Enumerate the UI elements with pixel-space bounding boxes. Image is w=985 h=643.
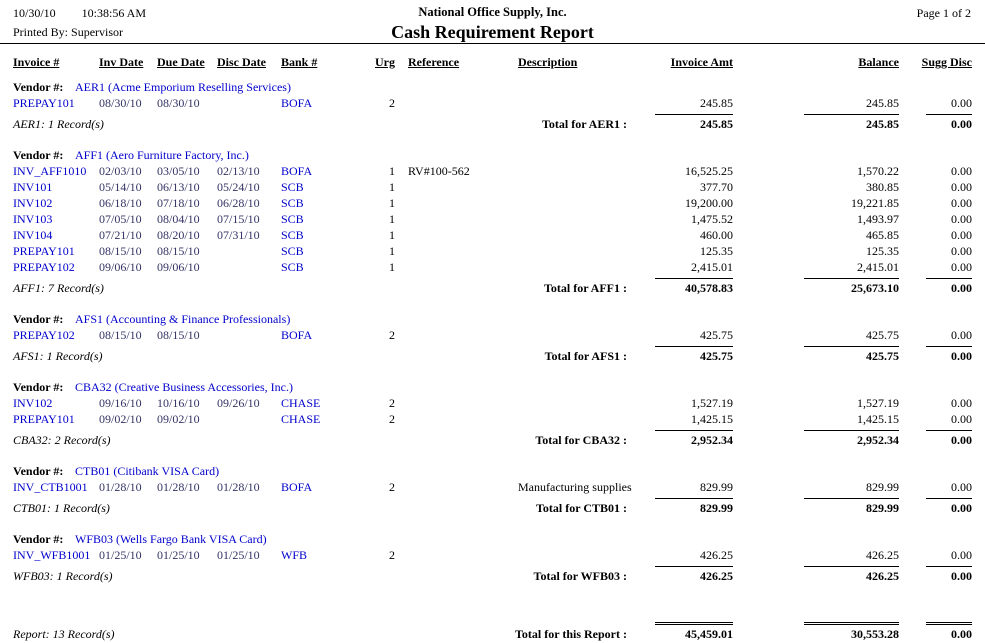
disc-date (217, 327, 281, 343)
urgency: 1 (389, 196, 395, 210)
balance: 2,415.01 (857, 260, 899, 274)
vendor-total-label: Total for AFS1 : (544, 349, 627, 363)
spacer-row (13, 517, 972, 527)
description (501, 547, 629, 563)
vendor-link[interactable]: AFS1 (Accounting & Finance Professionals) (75, 312, 291, 326)
invoice-row (13, 179, 972, 195)
balance: 19,221.85 (851, 196, 899, 210)
vendor-total-sugg-disc: 0.00 (926, 346, 972, 363)
due-date: 01/28/10 (157, 480, 200, 494)
disc-date (217, 243, 281, 259)
urgency: 1 (389, 212, 395, 226)
bank-link[interactable]: SCB (281, 228, 304, 242)
vendor-total-sugg-disc: 0.00 (926, 498, 972, 515)
vendor-total-balance: 245.85 (804, 114, 899, 131)
bank-link[interactable]: BOFA (281, 96, 313, 110)
bank-link[interactable]: WFB (281, 548, 308, 562)
inv-date: 07/05/10 (99, 212, 142, 226)
report-title-block (0, 5, 985, 43)
balance: 1,570.22 (857, 164, 899, 178)
vendor-total-balance: 25,673.10 (804, 278, 899, 295)
col-header-due-date (157, 54, 217, 75)
vendor-total-invoice-amt: 2,952.34 (655, 430, 733, 447)
invoice-amt: 2,415.01 (691, 260, 733, 274)
invoice-row (13, 211, 972, 227)
report-total-balance: 30,553.28 (804, 622, 899, 641)
spacer-row (13, 133, 972, 143)
invoice-row (13, 243, 972, 259)
vendor-total-invoice-amt: 425.75 (655, 346, 733, 363)
inv-date: 02/03/10 (99, 164, 142, 178)
reference (395, 227, 501, 243)
vendor-total-label: Total for CBA32 : (535, 433, 627, 447)
invoice-row (13, 95, 972, 111)
vendor-total-invoice-amt: 426.25 (655, 566, 733, 583)
vendor-total-invoice-amt: 40,578.83 (655, 278, 733, 295)
bank-link[interactable]: BOFA (281, 480, 313, 494)
disc-date: 05/24/10 (217, 180, 260, 194)
due-date: 08/15/10 (157, 328, 200, 342)
vendor-total-row (13, 427, 972, 449)
description (501, 259, 629, 275)
company-name: National Office Supply, Inc. (418, 5, 567, 19)
invoice-amt: 377.70 (700, 180, 733, 194)
bank-link[interactable]: SCB (281, 244, 304, 258)
invoice-number-link[interactable]: PREPAY101 (13, 96, 75, 110)
invoice-row (13, 479, 972, 495)
report-body (0, 44, 985, 643)
invoice-number-link[interactable]: INV_CTB1001 (13, 480, 88, 494)
due-date: 01/25/10 (157, 548, 200, 562)
invoice-row (13, 327, 972, 343)
inv-date: 05/14/10 (99, 180, 142, 194)
spacer-row (13, 585, 972, 595)
vendor-total-balance: 425.75 (804, 346, 899, 363)
vendor-total-row (13, 343, 972, 365)
vendor-number-label: Vendor #: (13, 464, 64, 478)
bank-link[interactable]: CHASE (281, 396, 321, 410)
bank-link[interactable]: SCB (281, 196, 304, 210)
vendor-number-label: Vendor #: (13, 380, 64, 394)
vendor-link[interactable]: AFF1 (Aero Furniture Factory, Inc.) (75, 148, 249, 162)
vendor-header-cell (13, 307, 972, 327)
disc-date: 01/25/10 (217, 548, 260, 562)
record-count: CBA32: 2 Record(s) (13, 433, 111, 447)
due-date: 08/30/10 (157, 96, 200, 110)
col-header-label: Bank # (281, 55, 318, 69)
vendor-header-row (13, 75, 972, 95)
due-date: 06/13/10 (157, 180, 200, 194)
balance: 125.35 (866, 244, 899, 258)
report-table (13, 54, 972, 643)
vendor-total-row (13, 563, 972, 585)
sugg-disc: 0.00 (951, 396, 972, 410)
page-number: Page 1 of 2 (916, 6, 971, 20)
reference (395, 395, 501, 411)
urgency: 1 (389, 164, 395, 178)
bank-link[interactable]: SCB (281, 180, 304, 194)
vendor-total-sugg-disc: 0.00 (926, 278, 972, 295)
vendor-header-row (13, 143, 972, 163)
spacer-row (13, 595, 972, 619)
due-date: 07/18/10 (157, 196, 200, 210)
record-count: AFS1: 1 Record(s) (13, 349, 103, 363)
spacer-row (13, 449, 972, 459)
record-count: AER1: 1 Record(s) (13, 117, 104, 131)
reference (395, 327, 501, 343)
report-header (0, 0, 985, 44)
inv-date: 01/28/10 (99, 480, 142, 494)
report-total-row (13, 619, 972, 643)
urgency: 1 (389, 260, 395, 274)
vendor-total-balance: 829.99 (804, 498, 899, 515)
description (501, 327, 629, 343)
disc-date: 06/28/10 (217, 196, 260, 210)
description (501, 211, 629, 227)
description (501, 411, 629, 427)
vendor-header-cell (13, 143, 972, 163)
disc-date: 01/28/10 (217, 480, 260, 494)
vendor-number-label: Vendor #: (13, 532, 64, 546)
sugg-disc: 0.00 (951, 164, 972, 178)
disc-date: 07/31/10 (217, 228, 260, 242)
description (501, 395, 629, 411)
urgency: 2 (389, 412, 395, 426)
due-date: 08/20/10 (157, 228, 200, 242)
disc-date (217, 95, 281, 111)
col-header-label: Reference (408, 55, 460, 69)
invoice-number-link[interactable]: INV_AFF1010 (13, 164, 87, 178)
sugg-disc: 0.00 (951, 412, 972, 426)
vendor-total-invoice-amt: 245.85 (655, 114, 733, 131)
disc-date: 07/15/10 (217, 212, 260, 226)
col-header-reference (395, 54, 501, 75)
vendor-link[interactable]: CTB01 (Citibank VISA Card) (75, 464, 220, 478)
vendor-header-cell (13, 459, 972, 479)
reference: RV#100-562 (408, 164, 470, 178)
col-header-label: Balance (858, 55, 899, 69)
inv-date: 06/18/10 (99, 196, 142, 210)
vendor-total-balance: 2,952.34 (804, 430, 899, 447)
invoice-number-link[interactable]: PREPAY102 (13, 260, 75, 274)
urgency: 1 (389, 244, 395, 258)
col-header-invoice-number (13, 54, 99, 75)
col-header-label: Due Date (157, 55, 205, 69)
description (501, 243, 629, 259)
report-total-sugg-disc: 0.00 (926, 622, 972, 641)
disc-date: 02/13/10 (217, 164, 260, 178)
bank-link[interactable]: CHASE (281, 412, 321, 426)
reference (395, 547, 501, 563)
invoice-number-link[interactable]: INV103 (13, 212, 53, 226)
invoice-amt: 829.99 (700, 480, 733, 494)
inv-date: 07/21/10 (99, 228, 142, 242)
disc-date (217, 411, 281, 427)
invoice-amt: 1,425.15 (691, 412, 733, 426)
invoice-row (13, 195, 972, 211)
description (501, 227, 629, 243)
invoice-amt: 1,475.52 (691, 212, 733, 226)
bank-link[interactable]: SCB (281, 212, 304, 226)
balance: 245.85 (866, 96, 899, 110)
balance: 426.25 (866, 548, 899, 562)
report-title: Cash Requirement Report (391, 22, 594, 42)
vendor-total-invoice-amt: 829.99 (655, 498, 733, 515)
due-date: 09/02/10 (157, 412, 200, 426)
vendor-header-row (13, 375, 972, 395)
record-count: Report: 13 Record(s) (13, 627, 115, 641)
vendor-total-sugg-disc: 0.00 (926, 566, 972, 583)
invoice-number-link[interactable]: INV101 (13, 180, 53, 194)
record-count: CTB01: 1 Record(s) (13, 501, 110, 515)
invoice-amt: 425.75 (700, 328, 733, 342)
reference (395, 95, 501, 111)
balance: 1,527.19 (857, 396, 899, 410)
col-header-sugg-disc (899, 54, 972, 75)
sugg-disc: 0.00 (951, 196, 972, 210)
inv-date: 08/15/10 (99, 328, 142, 342)
vendor-total-label: Total for AER1 : (541, 117, 627, 131)
vendor-number-label: Vendor #: (13, 80, 64, 94)
balance: 829.99 (866, 480, 899, 494)
col-header-label: Invoice Amt (670, 55, 733, 69)
printed-by-value: Supervisor (71, 25, 124, 39)
urgency: 2 (389, 328, 395, 342)
sugg-disc: 0.00 (951, 328, 972, 342)
description (501, 95, 629, 111)
inv-date: 01/25/10 (99, 548, 142, 562)
col-header-label: Description (518, 55, 578, 69)
col-header-label: Disc Date (217, 55, 266, 69)
vendor-link[interactable]: AER1 (Acme Emporium Reselling Services) (75, 80, 291, 94)
vendor-header-cell (13, 75, 972, 95)
inv-date: 09/06/10 (99, 260, 142, 274)
due-date: 09/06/10 (157, 260, 200, 274)
invoice-number-link[interactable]: INV104 (13, 228, 53, 242)
urgency: 2 (389, 96, 395, 110)
inv-date: 09/16/10 (99, 396, 142, 410)
invoice-amt: 245.85 (700, 96, 733, 110)
print-time: 10:38:56 AM (81, 6, 147, 20)
disc-date (217, 259, 281, 275)
due-date: 03/05/10 (157, 164, 200, 178)
invoice-row (13, 411, 972, 427)
col-header-balance (733, 54, 899, 75)
sugg-disc: 0.00 (951, 96, 972, 110)
vendor-header-row (13, 307, 972, 327)
col-header-inv-date (99, 54, 157, 75)
invoice-amt: 1,527.19 (691, 396, 733, 410)
vendor-total-label: Total for AFF1 : (544, 281, 627, 295)
vendor-total-row (13, 111, 972, 133)
vendor-number-label: Vendor #: (13, 148, 64, 162)
invoice-amt: 125.35 (700, 244, 733, 258)
bank-link[interactable]: SCB (281, 260, 304, 274)
invoice-row (13, 259, 972, 275)
invoice-row (13, 227, 972, 243)
balance: 380.85 (866, 180, 899, 194)
urgency: 2 (389, 480, 395, 494)
vendor-header-cell (13, 527, 972, 547)
vendor-total-sugg-disc: 0.00 (926, 430, 972, 447)
reference (395, 179, 501, 195)
spacer-row (13, 297, 972, 307)
report-total-invoice-amt: 45,459.01 (655, 622, 733, 641)
sugg-disc: 0.00 (951, 244, 972, 258)
invoice-number-link[interactable]: PREPAY101 (13, 244, 75, 258)
inv-date: 08/15/10 (99, 244, 142, 258)
vendor-total-sugg-disc: 0.00 (926, 114, 972, 131)
balance: 465.85 (866, 228, 899, 242)
sugg-disc: 0.00 (951, 548, 972, 562)
inv-date: 08/30/10 (99, 96, 142, 110)
invoice-row (13, 163, 972, 179)
reference (395, 411, 501, 427)
col-header-bank-number (281, 54, 371, 75)
bank-link[interactable]: BOFA (281, 164, 313, 178)
reference (395, 479, 501, 495)
vendor-total-balance: 426.25 (804, 566, 899, 583)
vendor-header-row (13, 459, 972, 479)
col-header-urgency (371, 54, 395, 75)
description (501, 163, 629, 179)
report-total-label: Total for this Report : (515, 627, 627, 641)
bank-link[interactable]: BOFA (281, 328, 313, 342)
sugg-disc: 0.00 (951, 480, 972, 494)
reference (395, 243, 501, 259)
invoice-amt: 426.25 (700, 548, 733, 562)
col-header-disc-date (217, 54, 281, 75)
invoice-number-link[interactable]: PREPAY102 (13, 328, 75, 342)
description (501, 179, 629, 195)
reference (395, 195, 501, 211)
sugg-disc: 0.00 (951, 180, 972, 194)
invoice-amt: 16,525.25 (685, 164, 733, 178)
vendor-link[interactable]: CBA32 (Creative Business Accessories, Inc.) (75, 380, 293, 394)
description: Manufacturing supplies (518, 480, 632, 494)
invoice-number-link[interactable]: INV102 (13, 196, 53, 210)
record-count: WFB03: 1 Record(s) (13, 569, 113, 583)
invoice-number-link[interactable]: PREPAY101 (13, 412, 75, 426)
reference (395, 259, 501, 275)
vendor-total-row (13, 495, 972, 517)
vendor-header-cell (13, 375, 972, 395)
balance: 1,493.97 (857, 212, 899, 226)
print-date: 10/30/10 (13, 6, 56, 20)
vendor-header-row (13, 527, 972, 547)
col-header-description (501, 54, 629, 75)
vendor-total-label: Total for WFB03 : (533, 569, 627, 583)
spacer-row (13, 365, 972, 375)
due-date: 10/16/10 (157, 396, 200, 410)
vendor-total-label: Total for CTB01 : (535, 501, 627, 515)
urgency: 1 (389, 180, 395, 194)
vendor-number-label: Vendor #: (13, 312, 64, 326)
urgency: 2 (389, 548, 395, 562)
invoice-amt: 460.00 (700, 228, 733, 242)
col-header-label: Invoice # (13, 55, 60, 69)
invoice-number-link[interactable]: INV_WFB1001 (13, 548, 91, 562)
urgency: 1 (389, 228, 395, 242)
due-date: 08/04/10 (157, 212, 200, 226)
col-header-label: Inv Date (99, 55, 144, 69)
col-header-invoice-amt (629, 54, 733, 75)
disc-date: 09/26/10 (217, 396, 260, 410)
invoice-row (13, 395, 972, 411)
sugg-disc: 0.00 (951, 228, 972, 242)
col-header-label: Urg (375, 55, 395, 69)
invoice-amt: 19,200.00 (685, 196, 733, 210)
sugg-disc: 0.00 (951, 260, 972, 274)
sugg-disc: 0.00 (951, 212, 972, 226)
vendor-link[interactable]: WFB03 (Wells Fargo Bank VISA Card) (75, 532, 267, 546)
invoice-row (13, 547, 972, 563)
reference (395, 211, 501, 227)
balance: 425.75 (866, 328, 899, 342)
record-count: AFF1: 7 Record(s) (13, 281, 104, 295)
invoice-number-link[interactable]: INV102 (13, 396, 53, 410)
due-date: 08/15/10 (157, 244, 200, 258)
printed-by-label: Printed By: (13, 25, 69, 39)
description (501, 195, 629, 211)
urgency: 2 (389, 396, 395, 410)
col-header-label: Sugg Disc (921, 55, 972, 69)
vendor-total-row (13, 275, 972, 297)
inv-date: 09/02/10 (99, 412, 142, 426)
column-header-row (13, 54, 972, 75)
balance: 1,425.15 (857, 412, 899, 426)
